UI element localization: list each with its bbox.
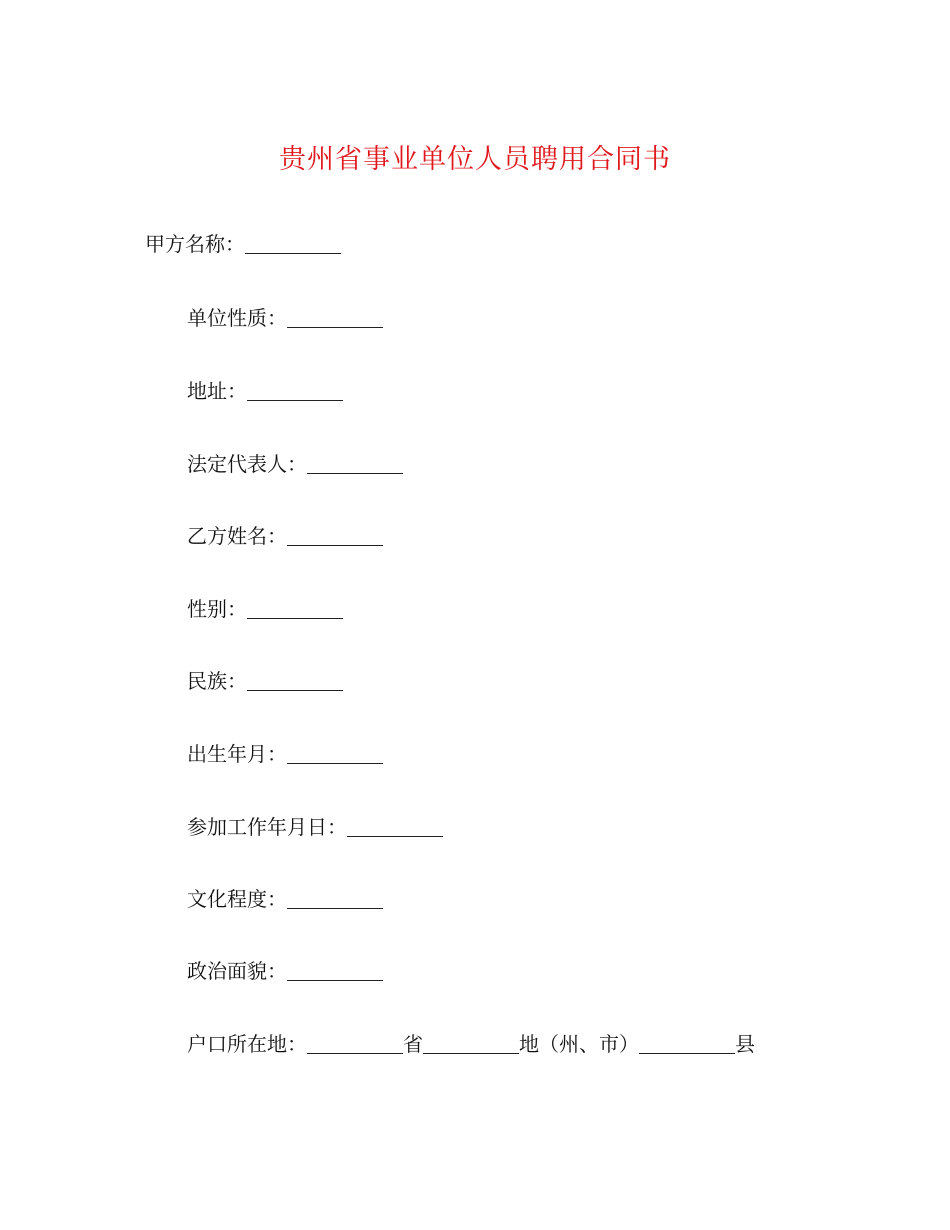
address-field (187, 377, 343, 405)
county-blank[interactable] (639, 1033, 735, 1054)
document-title: 贵州省事业单位人员聘用合同书 (279, 144, 671, 175)
fill-in-blank[interactable] (247, 598, 343, 619)
field-label: 文化程度： (187, 887, 287, 911)
county-suffix: 县 (735, 1032, 755, 1056)
province-blank[interactable] (307, 1033, 403, 1054)
fill-in-blank[interactable] (307, 453, 403, 474)
field-label: 出生年月： (187, 742, 287, 766)
fill-in-blank[interactable] (287, 888, 383, 909)
fill-in-blank[interactable] (287, 525, 383, 546)
field-label: 地址： (187, 379, 247, 403)
fill-in-blank[interactable] (287, 307, 383, 328)
birth-date-field (187, 740, 383, 768)
party-b-name-field (187, 522, 383, 550)
party-a-name-field (145, 230, 341, 258)
field-label: 单位性质： (187, 306, 287, 330)
work-start-date-field (187, 813, 443, 841)
fill-in-blank[interactable] (347, 816, 443, 837)
gender-field (187, 595, 343, 623)
ethnicity-field (187, 667, 343, 695)
fill-in-blank[interactable] (247, 380, 343, 401)
field-label: 参加工作年月日： (187, 815, 347, 839)
province-suffix: 省 (403, 1032, 423, 1056)
fill-in-blank[interactable] (287, 743, 383, 764)
field-label: 甲方名称： (145, 232, 245, 256)
fill-in-blank[interactable] (287, 960, 383, 981)
political-status-field (187, 957, 383, 985)
fill-in-blank[interactable] (245, 233, 341, 254)
field-label: 乙方姓名： (187, 524, 287, 548)
household-registration-field (187, 1030, 755, 1058)
field-label: 性别： (187, 597, 247, 621)
fill-in-blank[interactable] (247, 670, 343, 691)
legal-representative-field (187, 450, 403, 478)
prefecture-suffix: 地（州、市） (519, 1032, 639, 1056)
field-label: 政治面貌： (187, 959, 287, 983)
field-label: 户口所在地： (187, 1032, 307, 1056)
field-label: 民族： (187, 669, 247, 693)
unit-nature-field (187, 304, 383, 332)
prefecture-blank[interactable] (423, 1033, 519, 1054)
education-level-field (187, 885, 383, 913)
field-label: 法定代表人： (187, 452, 307, 476)
